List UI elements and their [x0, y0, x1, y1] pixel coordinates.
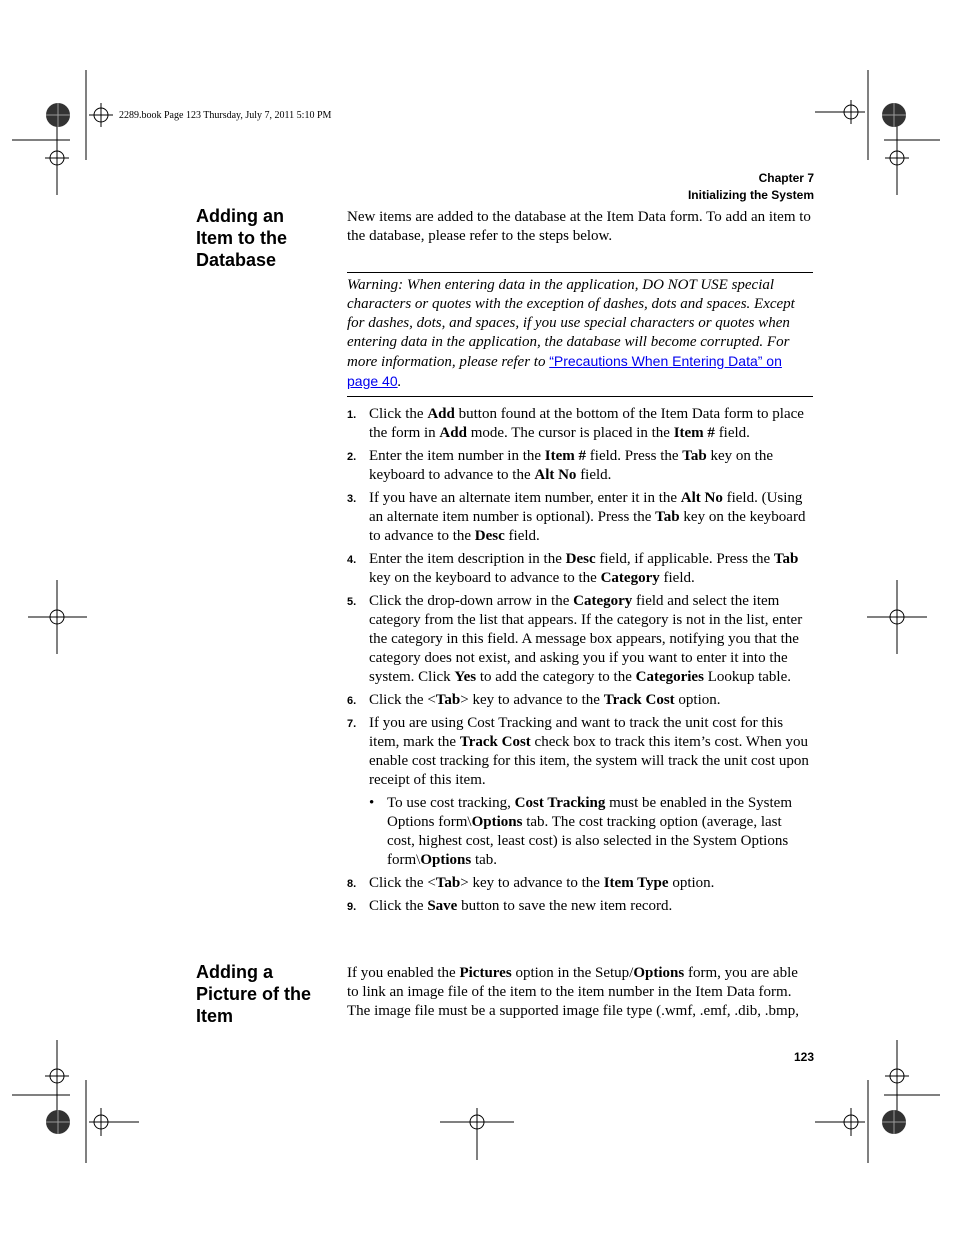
step-text: Click the Save button to save the new item record.: [369, 898, 673, 914]
step-text: If you have an alternate item number, enter it in the Alt No field. (Using an alternate item number is optional). Press the Tab key on the keyboard to advance to the Desc field.: [369, 490, 806, 544]
steps-list: [347, 405, 813, 920]
step-item: [347, 714, 813, 870]
section-heading-adding-item: Adding an Item to the Database: [196, 206, 288, 270]
step-text: If you are using Cost Tracking and want to track the unit cost for this item, mark the Track Cost check box to track this item’s cost. When you enable cost tracking for this item, the system will track the unit cost upon receipt of this item.: [369, 715, 809, 788]
step-item: [347, 405, 813, 443]
step-text: Click the drop-down arrow in the Category field and select the item category from the list that appears. If the category is not in the list, enter the category in this field. A message box appears, notifying you that the category does not exist, and asking you if you want to enter it into the system. Click Yes to add the category to the Categories Lookup table.: [369, 593, 803, 685]
bullet-icon: •: [369, 795, 375, 811]
picture-paragraph: If you enabled the Pictures option in the Setup/Options form, you are able to link an image file of the item to the item number in the Item Data form. The image file must be a supported image file type (.wmf, .emf, .dib, .bmp,: [347, 965, 799, 1019]
step-number: 6.: [347, 695, 357, 707]
step-number: 7.: [347, 718, 357, 730]
step-number: 9.: [347, 901, 357, 913]
intro-paragraph: New items are added to the database at the Item Data form. To add an item to the database, please refer to the steps below.: [347, 209, 811, 244]
step-number: 5.: [347, 596, 357, 608]
bullet-item: • To use cost tracking, Cost Tracking must be enabled in the System Options form\Options tab. The cost tracking option (average, last cost, highest cost, least cost) is also selected in the System Options form\Options tab.: [369, 795, 793, 868]
precautions-link[interactable]: “Precautions When Entering Data” on page 40: [347, 353, 782, 389]
step-text: Click the <Tab> key to advance to the Track Cost option.: [369, 692, 721, 708]
step-number: 8.: [347, 878, 357, 890]
step-number: 3.: [347, 493, 357, 505]
step-item: [347, 874, 813, 893]
step-number: 1.: [347, 409, 357, 421]
page-number: 123: [793, 1050, 814, 1064]
step-text: Click the Add button found at the bottom of the Item Data form to place the form in Add mode. The cursor is placed in the Item # field.: [369, 406, 804, 441]
section-heading-adding-picture: Adding a Picture of the Item: [196, 962, 312, 1026]
step-text: Enter the item description in the Desc field, if applicable. Press the Tab key on the keyboard to advance to the Category field.: [369, 551, 799, 586]
step-item: [347, 691, 813, 710]
step-number: 2.: [347, 451, 357, 463]
warning-text: Warning: When entering data in the application, DO NOT USE special characters or quotes with the exception of dashes, dots and spaces. Except for dashes, dots, and spaces, if you use special characters or quotes when entering data in the application, the database will become corrupted. For more information, please refer to: [347, 277, 795, 370]
warning-box: Warning: When entering data in the application, DO NOT USE special characters or quotes with the exception of dashes, dots and spaces. Except for dashes, dots, and spaces, if you use special characters or quotes when entering data in the application, the database will become corrupted. For more information, please refer to “Precautions When Entering Data” on page 40.: [347, 272, 813, 397]
print-slug: 2289.book Page 123 Thursday, July 7, 2011 5:10 PM: [119, 110, 332, 121]
step-item: [347, 550, 813, 588]
bullet-list: [369, 794, 813, 870]
chapter-title: Initializing the System: [687, 188, 814, 202]
step-item: [347, 489, 813, 546]
step-item: [347, 897, 813, 916]
step-text: Click the <Tab> key to advance to the Item Type option.: [369, 875, 715, 891]
step-item: [347, 447, 813, 485]
step-text: Enter the item number in the Item # field. Press the Tab key on the keyboard to advance to the Alt No field.: [369, 448, 773, 483]
step-item: [347, 592, 813, 687]
step-number: 4.: [347, 554, 357, 566]
chapter-label: Chapter 7: [758, 171, 814, 185]
